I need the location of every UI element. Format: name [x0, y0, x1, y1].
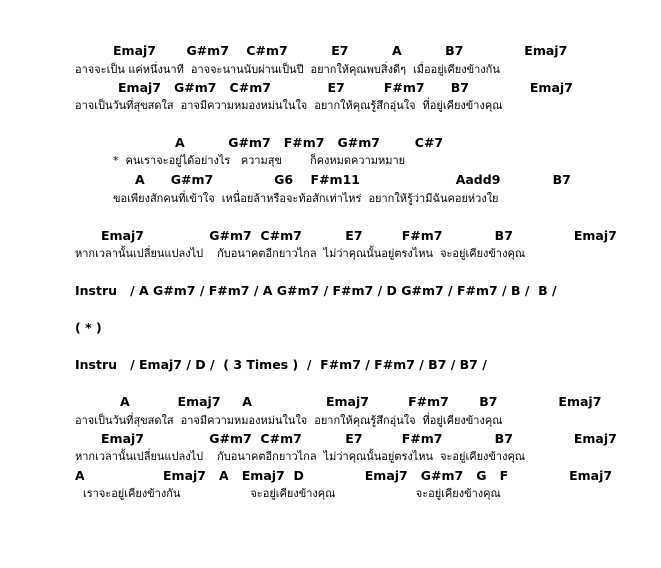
chord-line-4: A G#m7 G6 F#m11 Aadd9 B7 [135, 172, 571, 187]
chord-line-3: A G#m7 F#m7 G#m7 C#7 [175, 135, 444, 150]
lyric-line-6: อาจเป็นวันที่สุขสดใส อาจมีความหมองหม่นในใจ อยากให้คุณรู้สึกอุ่นใจ ที่อยู่เคียงข้างคุณ [75, 414, 503, 427]
lyric-line-5: หากเวลานั้นเปลี่ยนแปลงไป กับอนาคตอีกยาวไกล ไม่ว่าคุณนั้นอยู่ตรงไหน จะอยู่เคียงข้างคุณ [75, 247, 526, 260]
lyric-line-8: เราจะอยู่เคียงข้างกัน จะอยู่เคียงข้างคุณ จะอยู่เคียงข้างคุณ [83, 487, 501, 500]
lyric-line-2: อาจเป็นวันที่สุขสดใส อาจมีความหมองหม่นในใจ อยากให้คุณรู้สึกอุ่นใจ ที่อยู่เคียงข้างคุณ [75, 99, 503, 112]
chord-line-8: A Emaj7 A Emaj7 D Emaj7 G#m7 G F Emaj7 [75, 468, 613, 483]
chord-line-5: Emaj7 G#m7 C#m7 E7 F#m7 B7 Emaj7 [101, 228, 617, 243]
lyric-line-1: อาจจะเป็น แค่หนึ่งนาที อาจจะนานนับผ่านเป็นปี อยากให้คุณพบสิ่งดีๆ เมื่ออยู่เคียงข้างกัน [75, 63, 500, 76]
chord-line-2: Emaj7 G#m7 C#m7 E7 F#m7 B7 Emaj7 [118, 80, 573, 95]
lyric-line-7: หากเวลานั้นเปลี่ยนแปลงไป กับอนาคตอีกยาวไกล ไม่ว่าคุณนั้นอยู่ตรงไหน จะอยู่เคียงข้างคุณ [75, 450, 526, 463]
repeat-marker: ( * ) [75, 320, 102, 335]
chord-line-7: Emaj7 G#m7 C#m7 E7 F#m7 B7 Emaj7 [101, 431, 617, 446]
lyric-line-4: ขอเพียงสักคนที่เข้าใจ เหนื่อยล้าหรือจะท้อสักเท่าไหร่ อยากให้รู้ว่ามีฉันคอยห่วงใย [113, 192, 499, 205]
instrumental-line-1: Instru / A G#m7 / F#m7 / A G#m7 / F#m7 / D G#m7 / F#m7 / B / B / [75, 283, 557, 298]
chord-line-1: Emaj7 G#m7 C#m7 E7 A B7 Emaj7 [113, 43, 568, 58]
lyric-line-3: * คนเราจะอยู่ได้อย่างไร ความสุข ก็คงหมดความหมาย [113, 154, 406, 167]
chord-line-6: A Emaj7 A Emaj7 F#m7 B7 Emaj7 [120, 394, 602, 409]
instrumental-line-2: Instru / Emaj7 / D / ( 3 Times ) / F#m7 / F#m7 / B7 / B7 / [75, 357, 487, 372]
